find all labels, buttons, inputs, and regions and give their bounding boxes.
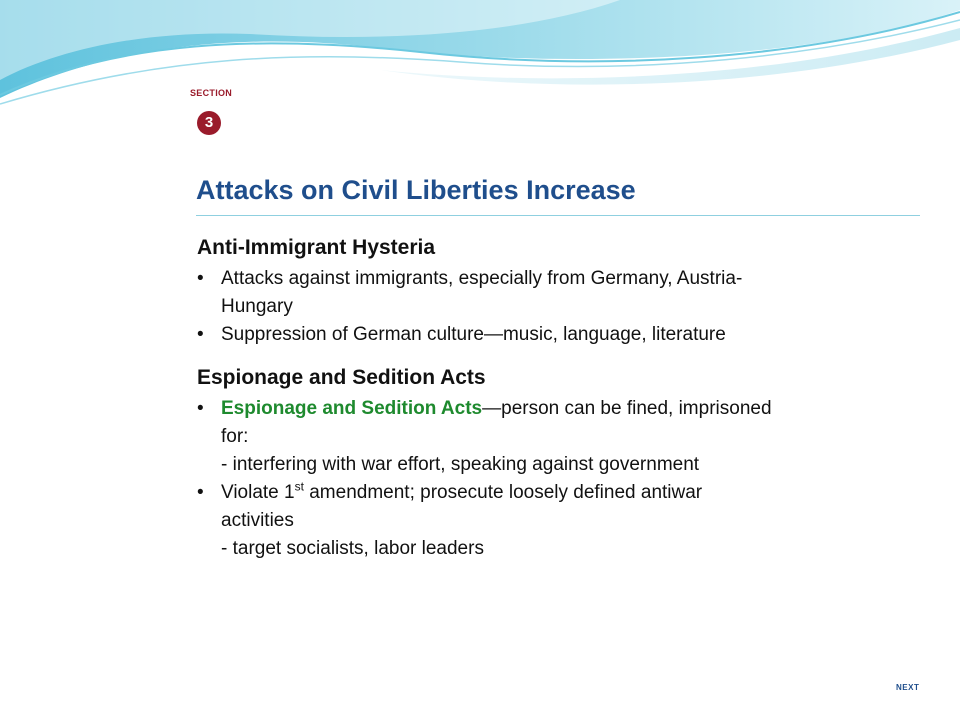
title-divider: [196, 215, 920, 216]
list-item-text: Violate 1: [221, 482, 295, 503]
bullet-list: [197, 265, 777, 349]
ordinal-suffix: st: [294, 479, 304, 494]
list-item-text: Suppression of German culture—music, language, literature: [221, 324, 726, 345]
bullet-list: [197, 395, 777, 563]
sub-item-text: - target socialists, labor leaders: [221, 538, 484, 559]
anti-immigrant-section: [197, 234, 777, 349]
section-heading: Anti-Immigrant Hysteria: [197, 236, 436, 259]
list-item-text: —person can be fined, imprisoned for:: [221, 398, 772, 447]
espionage-sedition-section: [197, 364, 777, 563]
section-heading: Espionage and Sedition Acts: [197, 366, 486, 389]
list-item: [197, 265, 777, 321]
section-number-badge: 3: [197, 111, 221, 135]
bullet-marker: •: [197, 324, 204, 345]
slide-title: Attacks on Civil Liberties Increase: [196, 175, 636, 205]
list-item-text: Attacks against immigrants, especially from Germany, Austria-Hungary: [221, 268, 743, 317]
list-item: [197, 321, 777, 349]
list-item: [197, 395, 777, 479]
list-item: [197, 479, 777, 563]
list-item-text: amendment; prosecute loosely defined antiwar activities: [221, 482, 703, 531]
next-button[interactable]: NEXT: [896, 683, 920, 692]
sub-item-text: - interfering with war effort, speaking against government: [221, 454, 700, 475]
header-wave-decoration: [0, 0, 960, 130]
slide-content: [197, 234, 777, 563]
section-label: SECTION: [190, 88, 233, 98]
bullet-marker: •: [197, 398, 204, 419]
bullet-marker: •: [197, 482, 204, 503]
highlighted-term: Espionage and Sedition Acts: [221, 398, 483, 419]
bullet-marker: •: [197, 268, 204, 289]
